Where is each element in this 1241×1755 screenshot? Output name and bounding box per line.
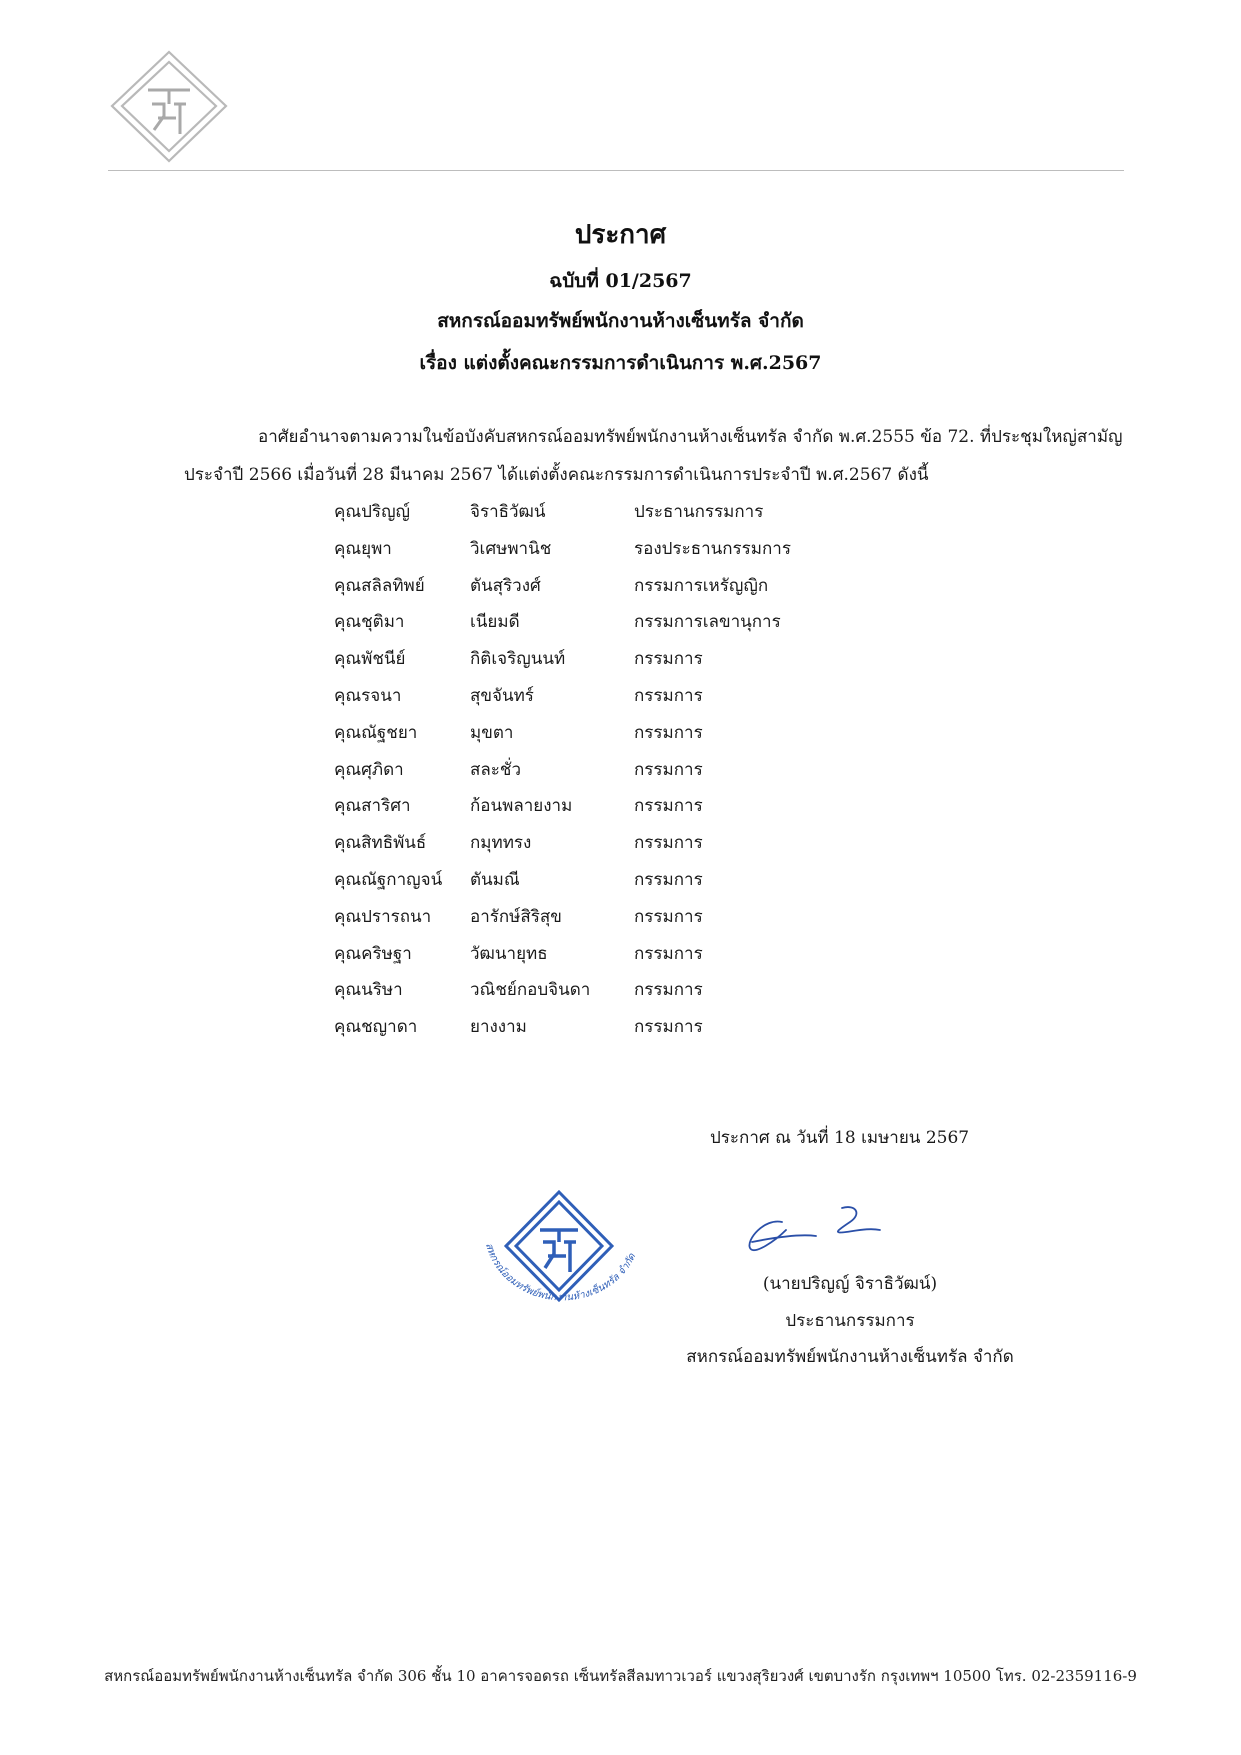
list-item xyxy=(334,1013,834,1050)
announcement-number: ฉบับที่ 01/2567 xyxy=(549,270,692,292)
member-last-name: มุขตา xyxy=(470,722,514,743)
list-item xyxy=(334,719,834,756)
list-item xyxy=(334,608,834,645)
member-last-name: สุขจันทร์ xyxy=(470,685,534,706)
list-item xyxy=(334,498,834,535)
member-last-name: วณิชย์กอบจินดา xyxy=(470,980,591,1001)
list-item xyxy=(334,866,834,903)
list-item xyxy=(334,645,834,682)
member-first-name: คุณสิทธิพันธ์ xyxy=(334,833,427,854)
member-last-name: กมุททรง xyxy=(470,833,532,854)
list-item xyxy=(334,572,834,609)
member-position: กรรมการ xyxy=(634,980,703,1001)
svg-text:สหกรณ์ออมทรัพย์พนักงานห้างเซ็น: สหกรณ์ออมทรัพย์พนักงานห้างเซ็นทรัล จำกัด xyxy=(483,1241,639,1304)
page-title: ประกาศ xyxy=(574,220,667,250)
handwritten-signature-icon xyxy=(742,1196,892,1256)
member-position: กรรมการ xyxy=(634,833,703,854)
list-item xyxy=(334,682,834,719)
member-position: กรรมการเหรัญญิก xyxy=(634,575,769,596)
body-paragraph-line-1: อาศัยอำนาจตามความในข้อบังคับสหกรณ์ออมทรัพย์พนักงานห้างเซ็นทรัล จำกัด พ.ศ.2555 ข้อ 72. ที่ประชุมใหญ่สามัญ xyxy=(258,427,1123,447)
member-last-name: ตันมณี xyxy=(470,869,520,890)
official-seal-icon xyxy=(470,1184,648,1336)
member-first-name: คุณชญาดา xyxy=(334,1017,418,1038)
member-position: ประธานกรรมการ xyxy=(634,502,764,522)
member-last-name: วิเศษพานิช xyxy=(470,538,552,559)
member-first-name: คุณชุติมา xyxy=(334,612,405,633)
member-position: กรรมการ xyxy=(634,649,703,670)
member-last-name: วัฒนายุทธ xyxy=(470,943,548,964)
member-last-name: ยางงาม xyxy=(470,1017,527,1038)
organization-name: สหกรณ์ออมทรัพย์พนักงานห้างเซ็นทรัล จำกัด xyxy=(437,310,804,332)
list-item xyxy=(334,903,834,940)
member-last-name: เนียมดี xyxy=(470,612,520,633)
list-item xyxy=(334,976,834,1013)
member-position: รองประธานกรรมการ xyxy=(634,538,791,559)
member-first-name: คุณณัฐกาญจน์ xyxy=(334,869,443,890)
member-position: กรรมการ xyxy=(634,722,703,743)
announcement-subject: เรื่อง แต่งตั้งคณะกรรมการดำเนินการ พ.ศ.2567 xyxy=(419,352,822,374)
member-first-name: คุณปริญญ์ xyxy=(334,502,411,522)
list-item xyxy=(334,535,834,572)
signer-name: (นายปริญญ์ จิราธิวัฒน์) xyxy=(762,1274,938,1294)
signer-position: ประธานกรรมการ xyxy=(785,1311,915,1331)
member-position: กรรมการ xyxy=(634,759,703,780)
member-last-name: อารักษ์สิริสุข xyxy=(470,906,562,927)
member-last-name: ตันสุริวงศ์ xyxy=(470,575,541,596)
list-item xyxy=(334,829,834,866)
list-item xyxy=(334,940,834,977)
list-item xyxy=(334,756,834,793)
member-first-name: คุณนริษา xyxy=(334,980,403,1001)
cooperative-logo-icon xyxy=(106,48,232,166)
member-first-name: คุณสาริศา xyxy=(334,796,411,817)
member-position: กรรมการ xyxy=(634,685,703,706)
footer-address: สหกรณ์ออมทรัพย์พนักงานห้างเซ็นทรัล จำกัด 306 ชั้น 10 อาคารจอดรถ เซ็นทรัลสีลมทาวเวอร์ แขวงสุริยวงศ์ เขตบางรัก กรุงเทพฯ 10500 โทร. 02-2359116-9 xyxy=(104,1667,1137,1685)
member-first-name: คุณพัชนีย์ xyxy=(334,649,406,670)
announcement-date: ประกาศ ณ วันที่ 18 เมษายน 2567 xyxy=(710,1128,970,1148)
member-first-name: คุณณัฐชยา xyxy=(334,722,418,743)
member-position: กรรมการ xyxy=(634,869,703,890)
member-last-name: ก้อนพลายงาม xyxy=(470,796,573,817)
member-first-name: คุณรจนา xyxy=(334,685,402,706)
member-position: กรรมการ xyxy=(634,943,703,964)
body-paragraph-line-2: ประจำปี 2566 เมื่อวันที่ 28 มีนาคม 2567 ได้แต่งตั้งคณะกรรมการดำเนินการประจำปี พ.ศ.2567 ดังนี้ xyxy=(184,465,929,485)
member-first-name: คุณคริษฐา xyxy=(334,943,412,964)
committee-member-list xyxy=(334,498,834,1050)
list-item xyxy=(334,792,834,829)
member-first-name: คุณปรารถนา xyxy=(334,906,432,927)
member-position: กรรมการ xyxy=(634,796,703,817)
member-position: กรรมการ xyxy=(634,1017,703,1038)
member-position: กรรมการ xyxy=(634,906,703,927)
member-last-name: สละชั่ว xyxy=(470,759,522,780)
member-last-name: จิราธิวัฒน์ xyxy=(470,502,546,522)
member-first-name: คุณยุพา xyxy=(334,538,392,559)
signer-organization: สหกรณ์ออมทรัพย์พนักงานห้างเซ็นทรัล จำกัด xyxy=(686,1347,1014,1367)
header-divider xyxy=(108,170,1124,171)
member-first-name: คุณศุภิดา xyxy=(334,759,404,780)
member-position: กรรมการเลขานุการ xyxy=(634,612,781,633)
member-last-name: กิติเจริญนนท์ xyxy=(470,649,566,670)
member-first-name: คุณสลิลทิพย์ xyxy=(334,575,425,596)
